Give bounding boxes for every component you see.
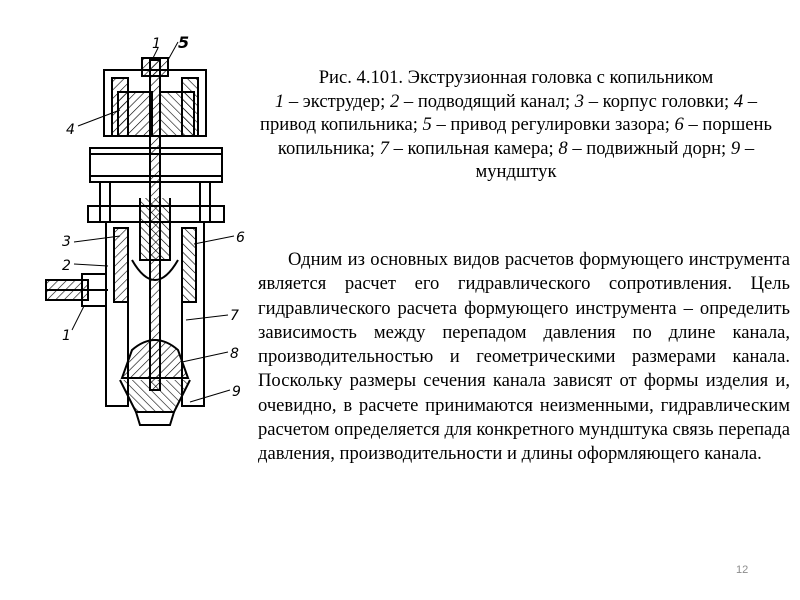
label-3: 3	[62, 234, 71, 250]
caption-text: – привод регулировки зазора;	[431, 114, 675, 135]
label-4: 4	[66, 122, 75, 138]
label-5: 5	[178, 33, 190, 52]
caption-num: 1	[274, 90, 285, 112]
extrusion-head-diagram	[28, 30, 278, 430]
label-1: 1	[62, 328, 71, 344]
caption-text: – мундштук	[475, 137, 755, 182]
caption-text: – копильная камера;	[388, 137, 559, 159]
label-8: 8	[230, 346, 239, 362]
label-2: 2	[62, 258, 71, 274]
body-paragraph: Одним из основных видов расчетов формующего инструмента является расчет его гидравлического сопротивления. Цель гидравлического расчета формующего инструмента – определить зависимость между перепадом давления по длине канала, производительностью и геометрическими размерами канала. Поскольку размеры сечения канала зависят от формы изделия и, очевидно, в расчете принимаются неизменными, гидравлическим расчетом определяется для конкретного мундштука связь перепада давления, производительности и длины оформляющего канала.	[258, 249, 790, 465]
caption-num: 7	[379, 137, 389, 159]
caption-num: 4	[733, 90, 744, 112]
caption-text: – корпус головки;	[584, 90, 734, 112]
caption-num: 6	[674, 114, 684, 135]
caption-text: – подводящий канал;	[399, 90, 575, 112]
label-7: 7	[230, 308, 239, 324]
caption-text: – поршень копильника;	[277, 114, 772, 159]
caption-num: 3	[574, 90, 585, 112]
caption-num: 8	[558, 137, 568, 159]
slide-number: 12	[736, 564, 749, 576]
caption-title: Рис. 4.101. Экструзионная головка с копильником	[318, 67, 714, 88]
figure-caption	[258, 66, 774, 184]
label-1-top: 1	[152, 36, 161, 52]
caption-num: 2	[389, 90, 400, 112]
caption-text: – подвижный дорн;	[567, 137, 731, 159]
caption-num: 5	[422, 114, 432, 135]
caption-num: 9	[730, 137, 741, 159]
caption-text: – экструдер;	[284, 90, 390, 112]
caption-text: – привод копильника;	[260, 90, 758, 135]
label-9: 9	[232, 384, 241, 400]
label-6: 6	[236, 230, 245, 246]
